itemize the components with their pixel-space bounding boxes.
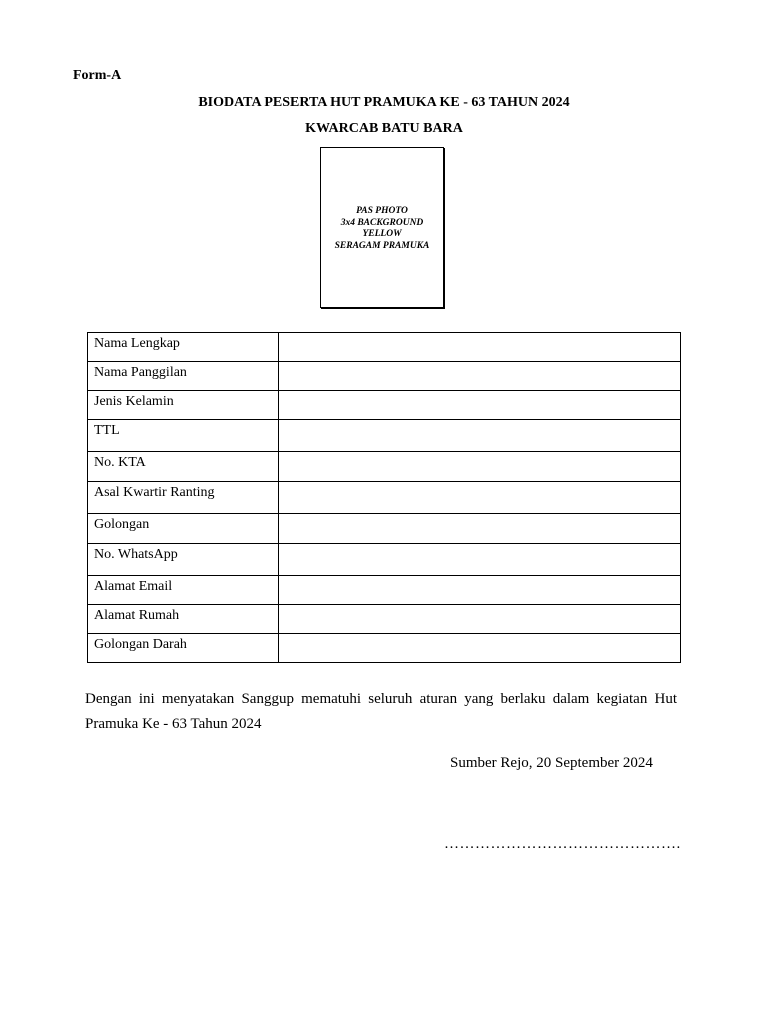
table-row (88, 452, 681, 482)
field-value[interactable] (278, 420, 680, 452)
field-label: No. KTA (88, 452, 279, 482)
photo-placeholder (320, 147, 444, 308)
field-label: TTL (88, 420, 279, 452)
table-row (88, 420, 681, 452)
biodata-table (87, 332, 681, 663)
field-value[interactable] (278, 514, 680, 544)
table-row (88, 391, 681, 420)
field-label: No. WhatsApp (88, 544, 279, 576)
statement-paragraph: Dengan ini menyatakan Sanggup mematuhi seluruh aturan yang berlaku dalam kegiatan Hut Pramuka Ke - 63 Tahun 2024 (85, 691, 677, 732)
table-row (88, 634, 681, 663)
photo-line: PAS PHOTO (356, 206, 408, 216)
form-title: BIODATA PESERTA HUT PRAMUKA KE - 63 TAHUN 2024 (198, 95, 570, 110)
table-row (88, 544, 681, 576)
table-row (88, 605, 681, 634)
form-subtitle: KWARCAB BATU BARA (305, 121, 463, 136)
place-date: Sumber Rejo, 20 September 2024 (450, 755, 653, 771)
field-value[interactable] (278, 634, 680, 663)
table-row (88, 482, 681, 514)
photo-line: SERAGAM PRAMUKA (334, 240, 430, 251)
table-row (88, 333, 681, 362)
field-value[interactable] (278, 544, 680, 576)
field-value[interactable] (278, 576, 680, 605)
field-value[interactable] (278, 605, 680, 634)
field-value[interactable] (278, 333, 680, 362)
field-value[interactable] (278, 391, 680, 420)
field-label: Alamat Rumah (88, 605, 279, 634)
field-label: Alamat Email (88, 576, 279, 605)
form-code: Form-A (73, 68, 122, 83)
field-value[interactable] (278, 362, 680, 391)
signature-line: ………………………………………. (444, 836, 681, 852)
photo-instructions (321, 206, 443, 252)
field-label: Golongan (88, 514, 279, 544)
field-label: Golongan Darah (88, 634, 279, 663)
photo-line: 3x4 BACKGROUND (340, 217, 424, 228)
field-label: Asal Kwartir Ranting (88, 482, 279, 514)
table-row (88, 576, 681, 605)
table-row (88, 514, 681, 544)
field-value[interactable] (278, 482, 680, 514)
table-row (88, 362, 681, 391)
field-label: Nama Panggilan (88, 362, 279, 391)
field-label: Nama Lengkap (88, 333, 279, 362)
field-value[interactable] (278, 452, 680, 482)
field-label: Jenis Kelamin (88, 391, 279, 420)
photo-line: YELLOW (362, 229, 402, 239)
